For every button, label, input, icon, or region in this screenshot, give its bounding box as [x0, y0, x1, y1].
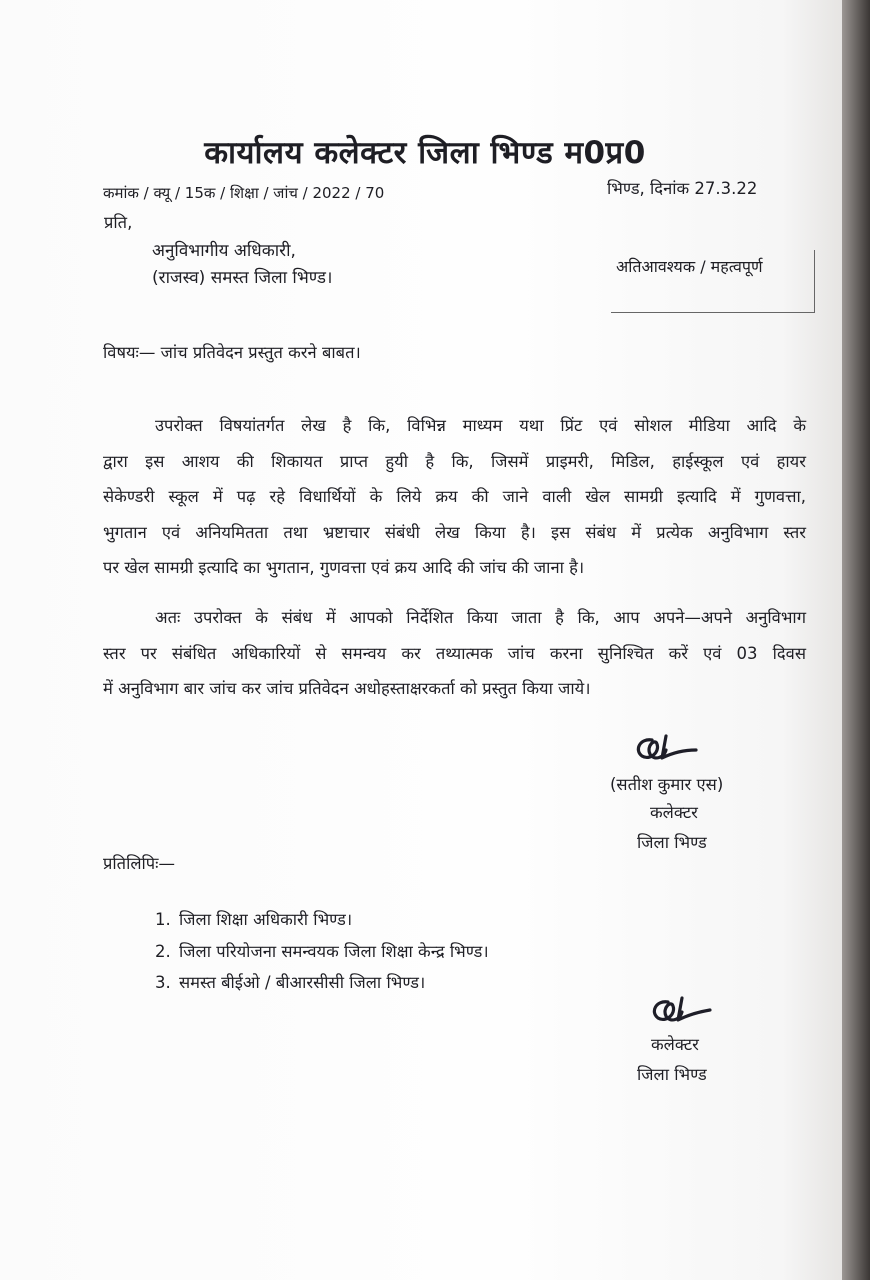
addressee-prefix: प्रति,: [104, 213, 133, 232]
urgency-stamp: अतिआवश्यक / महत्वपूर्ण: [616, 257, 763, 276]
page-edge-shadow: [842, 0, 870, 1280]
paragraph-line: सेकेण्डरी स्कूल में पढ़ रहे विधार्थियों के लिये क्रय की जाने वाली खेल सामग्री इत्यादि में गुणवत्ता,: [103, 487, 806, 506]
office-title: कार्यालय कलेक्टर जिला भिण्ड म0प्र0: [204, 135, 646, 171]
signature-mark: [630, 728, 710, 768]
signature-mark: [646, 990, 726, 1030]
copy-list-item: [155, 939, 489, 962]
addressee-line-2: (राजस्व) समस्त जिला भिण्ड।: [152, 268, 333, 288]
reference-number: कमांक / क्यू / 15क / शिक्षा / जांच / 2022 / 70: [103, 184, 385, 202]
addressee-line-1: अनुविभागीय अधिकारी,: [152, 241, 296, 261]
copy-item-text: समस्त बीईओ / बीआरसीसी जिला भिण्ड।: [179, 973, 426, 992]
signatory-district: जिला भिण्ड: [637, 1065, 707, 1084]
copy-item-text: जिला शिक्षा अधिकारी भिण्ड।: [179, 910, 353, 929]
copy-item-number: 2.: [155, 942, 171, 961]
signatory-district: जिला भिण्ड: [637, 833, 707, 852]
copy-item-number: 3.: [155, 973, 171, 992]
signatory-designation: कलेक्टर: [650, 803, 698, 822]
paragraph-line: उपरोक्त विषयांतर्गत लेख है कि, विभिन्न माध्यम यथा प्रिंट एवं सोशल मीडिया आदि के: [155, 416, 806, 435]
paragraph-line: पर खेल सामग्री इत्यादि का भुगतान, गुणवत्ता एवं क्रय आदि की जांच की जाना है।: [103, 558, 585, 577]
place-date: भिण्ड, दिनांक 27.3.22: [607, 179, 758, 198]
paragraph-line: स्तर पर संबंधित अधिकारियों से समन्वय कर तथ्यात्मक जांच करना सुनिश्चित करें एवं 03 दिवस: [103, 643, 806, 663]
paragraph-line: अतः उपरोक्त के संबंध में आपको निर्देशित किया जाता है कि, आप अपने—अपने अनुविभाग: [155, 608, 806, 627]
paragraph-line: में अनुविभाग बार जांच कर जांच प्रतिवेदन अधोहस्ताक्षरकर्ता को प्रस्तुत किया जाये।: [103, 679, 591, 698]
body-paragraph-2: [103, 600, 806, 707]
body-paragraph-1: [103, 408, 806, 586]
subject-line: विषयः— जांच प्रतिवेदन प्रस्तुत करने बाबत।: [103, 343, 361, 362]
signatory-name: (सतीश कुमार एस): [610, 775, 724, 794]
paragraph-line: भुगतान एवं अनियमितता तथा भ्रष्टाचार संबंधी लेख किया है। इस संबंध में प्रत्येक अनुविभाग स्तर: [103, 522, 806, 542]
copy-item-number: 1.: [155, 910, 171, 929]
signatory-designation: कलेक्टर: [651, 1035, 699, 1054]
copy-item-text: जिला परियोजना समन्वयक जिला शिक्षा केन्द्र भिण्ड।: [179, 942, 489, 961]
paragraph-line: द्वारा इस आशय की शिकायत प्राप्त हुयी है कि, जिसमें प्राइमरी, मिडिल, हाईस्कूल एवं हायर: [103, 451, 806, 471]
copy-list-item: [155, 970, 425, 993]
copy-list-item: [155, 907, 352, 930]
copy-heading: प्रतिलिपिः—: [103, 854, 176, 873]
